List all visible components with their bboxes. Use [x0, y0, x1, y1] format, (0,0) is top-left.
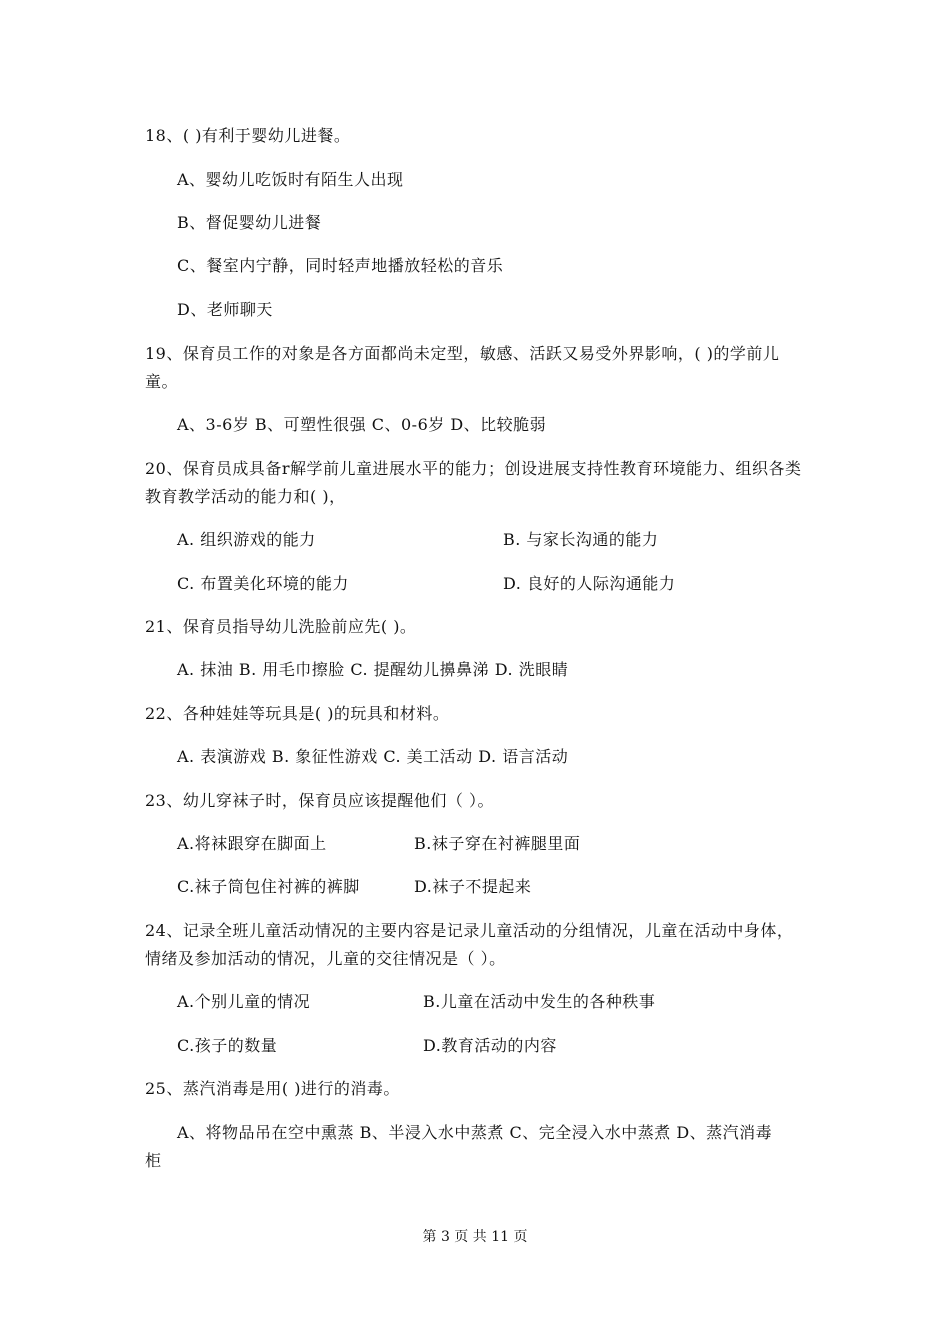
question-20-stem-line2: 教育教学活动的能力和( )，: [145, 487, 346, 506]
option-d: D、老师聊天: [177, 300, 273, 319]
question-23-stem: 23、幼儿穿袜子时，保育员应该提醒他们（ ）。: [145, 791, 494, 810]
option-d: D. 良好的人际沟通能力: [503, 574, 676, 593]
option-b: B. 与家长沟通的能力: [503, 530, 659, 549]
option-a: A、婴幼儿吃饭时有陌生人出现: [177, 170, 404, 189]
question-25-options-line1: A、将物品吊在空中熏蒸 B、半浸入水中蒸煮 C、完全浸入水中蒸煮 D、蒸汽消毒: [177, 1123, 773, 1142]
question-25-stem: 25、蒸汽消毒是用( )进行的消毒。: [145, 1079, 400, 1098]
question-19-stem-line1: 19、保育员工作的对象是各方面都尚未定型，敏感、活跃又易受外界影响，( )的学前儿: [145, 344, 780, 363]
question-21-stem: 21、保育员指导幼儿洗脸前应先( )。: [145, 617, 417, 636]
option-c: C. 布置美化环境的能力: [177, 574, 349, 593]
question-18-stem: 18、( )有利于婴幼儿进餐。: [145, 126, 351, 145]
option-a: A. 组织游戏的能力: [177, 530, 316, 549]
option-b: B、督促婴幼儿进餐: [177, 213, 322, 232]
question-24-stem-line2: 情绪及参加活动的情况，儿童的交往情况是（ ）。: [145, 949, 506, 968]
question-24-stem-line1: 24、记录全班儿童活动情况的主要内容是记录儿童活动的分组情况，儿童在活动中身体，: [145, 921, 794, 940]
question-20-stem-line1: 20、保育员成具备r解学前儿童进展水平的能力；创设进展支持性教育环境能力、组织各类: [145, 459, 802, 478]
question-25-options-line2: 柜: [145, 1151, 162, 1170]
option-d: D.袜子不提起来: [414, 877, 532, 896]
option-c: C、餐室内宁静，同时轻声地播放轻松的音乐: [177, 256, 504, 275]
page-number: 第 3 页 共 11 页: [422, 1229, 528, 1245]
option-b: B.儿童在活动中发生的各种秩事: [423, 992, 656, 1011]
question-21-options: A. 抹油 B. 用毛巾擦脸 C. 提醒幼儿擤鼻涕 D. 洗眼睛: [177, 660, 569, 679]
option-a: A.将袜跟穿在脚面上: [177, 834, 327, 853]
option-a: A.个别儿童的情况: [177, 992, 311, 1011]
option-c: C.孩子的数量: [177, 1036, 278, 1055]
option-c: C.袜子筒包住衬裤的裤脚: [177, 877, 360, 896]
option-d: D.教育活动的内容: [423, 1036, 557, 1055]
question-22-options: A. 表演游戏 B. 象征性游戏 C. 美工活动 D. 语言活动: [177, 747, 569, 766]
question-22-stem: 22、各种娃娃等玩具是( )的玩具和材料。: [145, 704, 450, 723]
question-19-options: A、3-6岁 B、可塑性很强 C、0-6岁 D、比较脆弱: [177, 415, 547, 434]
option-b: B.袜子穿在衬裤腿里面: [414, 834, 581, 853]
question-19-stem-line2: 童。: [145, 372, 179, 391]
